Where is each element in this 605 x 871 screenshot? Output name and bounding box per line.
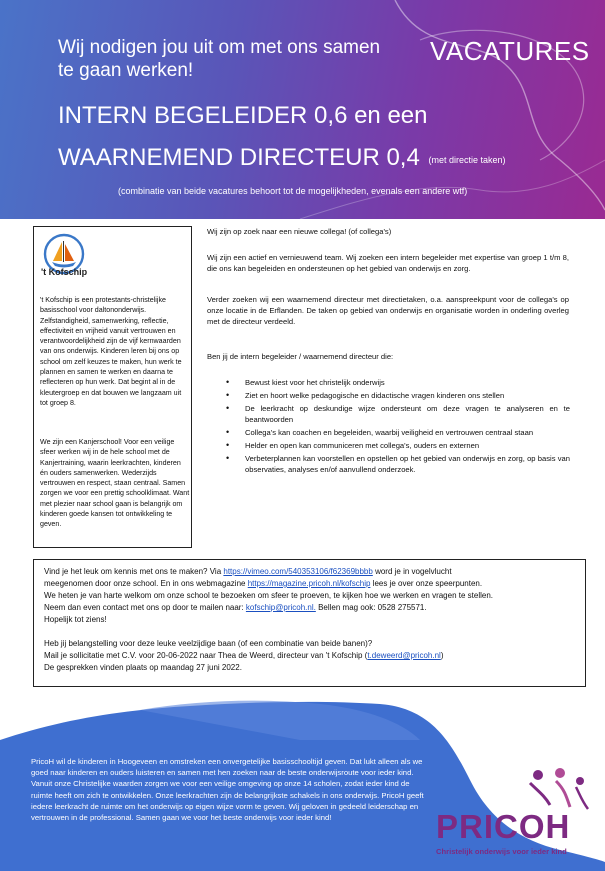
- email-link-director[interactable]: t.deweerd@pricoh.nl: [367, 651, 441, 660]
- contact-line-2: [44, 578, 579, 590]
- email-link-kofschip[interactable]: kofschip@pricoh.nl.: [245, 603, 316, 612]
- contact-text: meegenomen door onze school. En in ons webmagazine: [44, 579, 246, 588]
- invite-text: Wij nodigen jou uit om met ons samen te gaan werken!: [58, 37, 381, 81]
- contact-line-4: [44, 602, 579, 614]
- contact-text: word je in vogelvlucht: [375, 567, 452, 576]
- list-item: • De leerkracht op deskundige wijze ondersteunt om deze vragen te analyseren en te beantwoorden: [220, 403, 570, 425]
- director-paragraph: Verder zoeken wij een waarnemend directeur met directietaken, o.a. aanspreekpunt voor de collega's op onze locatie in de Erflanden. De taken op gebied van onderwijs en organisatie worden in onderling overleg met de directeur verdeeld.: [207, 295, 569, 326]
- list-item: • Ziet en hoort welke pedagogische en didactische vragen kinderen ons stellen: [220, 390, 570, 401]
- vacatures-label: VACATURES: [430, 36, 590, 66]
- school-info-box: [33, 226, 192, 548]
- kanjerschool-description: We zijn een Kanjerschool! Voor een veilige sfeer werken wij in de hele school met de Kanjertraining, waarin leerkrachten, kinderen én ouders samenwerken. Wederzijds vertrouwen en respect, staan centraal. Samen zorgen we voor een prettig schoolklimaat. Want met plezier naar school gaan is belangrijk om kinderen goede kansen tot ontwikkeling te geven.: [40, 438, 190, 529]
- magazine-link[interactable]: https://magazine.pricoh.nl/kofschip: [247, 579, 371, 588]
- contact-text: ): [440, 651, 444, 660]
- contact-text: Bellen mag ook: 0528 275571.: [318, 603, 427, 612]
- school-name: 't Kofschip: [41, 267, 88, 277]
- pricoh-description: PricoH wil de kinderen in Hoogeveen en omstreken een onvergetelijke basisschooltijd geven. Dat lukt alleen als we goed naar kinderen en ouders luisteren en samen met hen zoeken naar de beste onderwijsroute voor ieder kind. Vanuit onze Christelijke waarden zorgen we voor een veilige omgeving op onze 14 scholen, zodat ieder kind de ruimte heeft om zich te ontwikkelen. Onze leerkrachten zijn de belangrijkste schakels in ons onderwijs. PricoH geeft iedere leerkracht de ruimte om het onderwijs op eigen wijze vorm te geven. Wij geloven in gedeeld leiderschap en vertrouwen in de professional. Samen gaan we voor het beste onderwijs voor ieder kind!: [31, 757, 424, 823]
- contact-line-6: Heb jij belangstelling voor deze leuke veelzijdige baan (of een combinatie van beide banen)?: [44, 639, 373, 648]
- intro-text: Wij zijn op zoek naar een nieuwe collega! (of collega's): [207, 227, 392, 236]
- list-item: • Helder en open kan communiceren met collega's, ouders en externen: [220, 440, 570, 451]
- contact-line-8: De gesprekken vinden plaats op maandag 27 juni 2022.: [44, 663, 242, 672]
- contact-line-7: [44, 650, 579, 662]
- contact-text: Neem dan even contact met ons op door te mailen naar:: [44, 603, 244, 612]
- contact-text: Mail je sollicitatie met C.V. voor 20-06-2022 naar Thea de Weerd, directeur van 't Kofschip (: [44, 651, 368, 660]
- contact-line-3: We heten je van harte welkom om onze school te bezoeken om sfeer te proeven, te kijken hoe we werken en vragen te stellen.: [44, 591, 493, 600]
- team-paragraph: Wij zijn een actief en vernieuwend team. Wij zoeken een intern begeleider met expertise van groep 1 t/m 8, die ons kan begeleiden en ondersteunen op het gebied van onderwijs en zorg.: [207, 253, 569, 273]
- pricoh-tagline: Christelijk onderwijs voor ieder kind: [436, 847, 567, 856]
- requirements-list: [220, 377, 570, 477]
- school-description: 't Kofschip is een protestants-christelijke basisschool voor daltononderwijs. Zelfstandigheid, samenwerking, reflectie, effectiviteit en vrijheid vanuit vertrouwen en verantwoordelijkheid zijn de vijf kernwaarden van ons onderwijs. Kinderen leren bij ons op school om zelf keuzes te maken, hun werk te plannen en samen te werken en daarna te reflecteren op hun werk. Dat begint al in de kleutergroep en dat bouwen we langzaam uit tot groep 8.: [40, 296, 182, 407]
- list-item: • Bewust kiest voor het christelijk onderwijs: [220, 377, 570, 388]
- title-line-2: [58, 144, 506, 172]
- contact-line-5: Hopelijk tot ziens!: [44, 615, 107, 624]
- pricoh-logo: PRICOH: [436, 808, 571, 845]
- title-note: (met directie taken): [428, 155, 506, 165]
- combination-note: (combinatie van beide vacatures behoort tot de mogelijkheden, evenals een andere wtf): [118, 186, 468, 196]
- contact-box: [33, 559, 586, 687]
- contact-text: Vind je het leuk om kennis met ons te maken? Via: [44, 567, 222, 576]
- list-item: • Collega's kan coachen en begeleiden, waarbij veiligheid en vertrouwen centraal staan: [220, 427, 570, 438]
- header-banner: [0, 0, 605, 219]
- profile-question: Ben jij de intern begeleider / waarnemend directeur die:: [207, 352, 394, 361]
- contact-text: lees je over onze speerpunten.: [372, 579, 483, 588]
- contact-line-1: [44, 566, 579, 578]
- vimeo-link[interactable]: https://vimeo.com/540353106/f62369bbbb: [223, 567, 373, 576]
- list-item: • Verbeterplannen kan voorstellen en opstellen op het gebied van onderwijs en zorg, op basis van observaties, analyses en/of aanvullend onderzoek.: [220, 453, 570, 475]
- title-line-1: INTERN BEGELEIDER 0,6 en een: [58, 102, 428, 129]
- title-line-2-main: WAARNEMEND DIRECTEUR 0,4: [58, 144, 420, 171]
